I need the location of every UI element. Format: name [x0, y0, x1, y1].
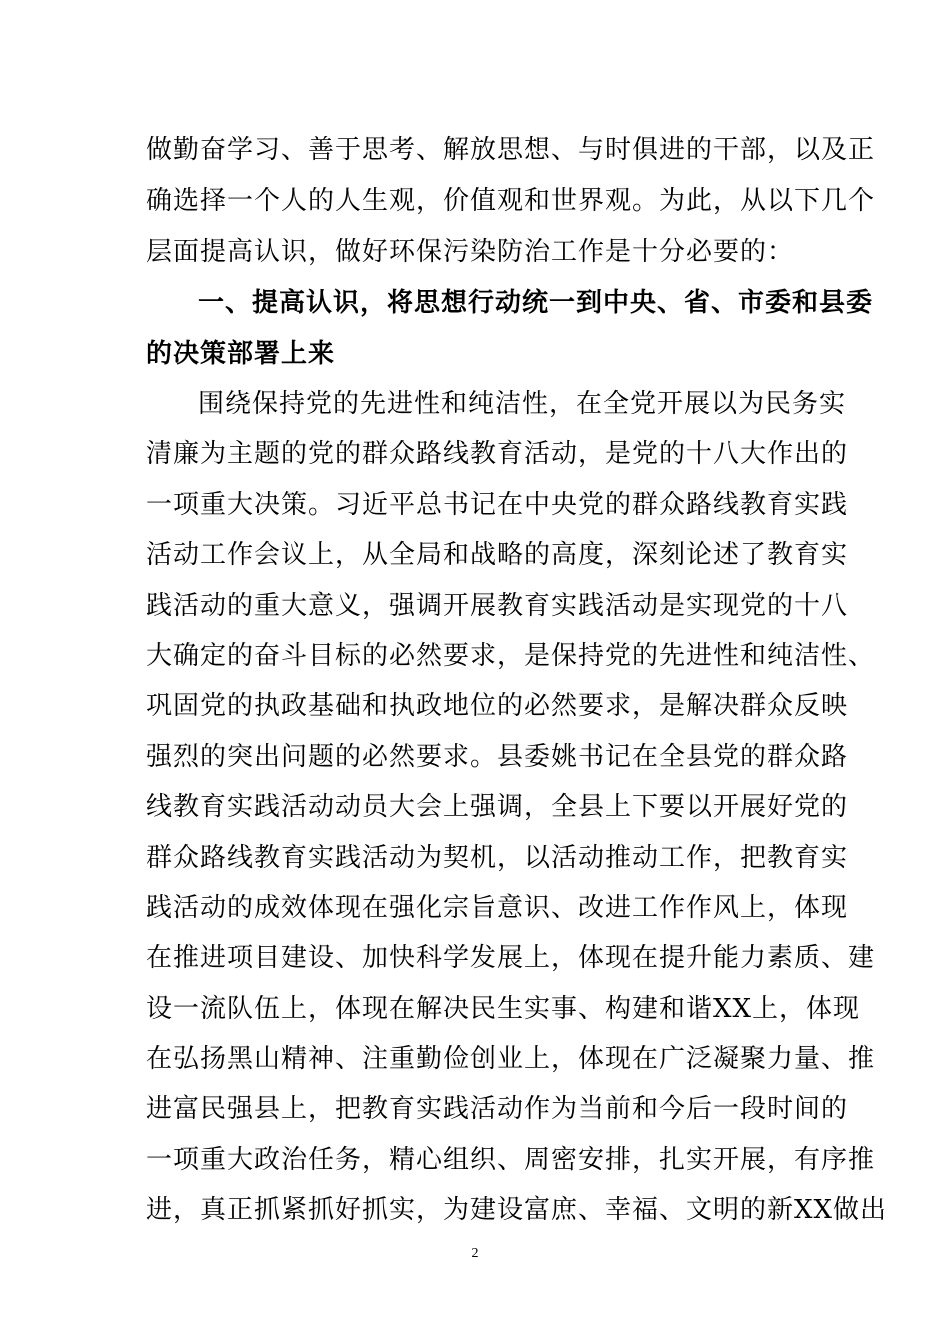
paragraph-line: 清廉为主题的党的群众路线教育活动，是党的十八大作出的 — [146, 439, 849, 469]
paragraph-line: 活动工作会议上，从全局和战略的高度，深刻论述了教育实 — [146, 540, 849, 570]
paragraph-line: 践活动的重大意义，强调开展教育实践活动是实现党的十八 — [146, 591, 849, 621]
paragraph-line: 大确定的奋斗目标的必然要求，是保持党的先进性和纯洁性、 — [146, 641, 876, 671]
paragraph-line: 设一流队伍上，体现在解决民生实事、构建和谐XX上，体现 — [146, 994, 861, 1024]
section-heading: 一、提高认识，将思想行动统一到中央、省、市委和县委 — [198, 288, 874, 318]
paragraph-line: 一项重大政治任务，精心组织、周密安排，扎实开展，有序推 — [146, 1145, 876, 1175]
paragraph-line: 巩固党的执政基础和执政地位的必然要求，是解决群众反映 — [146, 691, 849, 721]
paragraph-line: 群众路线教育实践活动为契机，以活动推动工作，把教育实 — [146, 843, 849, 873]
paragraph-line: 践活动的成效体现在强化宗旨意识、改进工作作风上，体现 — [146, 893, 849, 923]
section-heading-continued: 的决策部署上来 — [146, 339, 336, 369]
paragraph-line: 一项重大决策。习近平总书记在中央党的群众路线教育实践 — [146, 490, 849, 520]
body-line: 做勤奋学习、善于思考、解放思想、与时俱进的干部，以及正 — [146, 135, 876, 165]
paragraph-line: 进富民强县上，把教育实践活动作为当前和今后一段时间的 — [146, 1094, 849, 1124]
paragraph-line: 围绕保持党的先进性和纯洁性，在全党开展以为民务实 — [198, 389, 847, 419]
paragraph-line: 进，真正抓紧抓好抓实，为建设富庶、幸福、文明的新XX做出 — [146, 1195, 888, 1225]
page-number: 2 — [471, 1246, 479, 1261]
body-line: 层面提高认识，做好环保污染防治工作是十分必要的： — [146, 237, 795, 267]
paragraph-line: 在推进项目建设、加快科学发展上，体现在提升能力素质、建 — [146, 943, 876, 973]
body-line: 确选择一个人的人生观，价值观和世界观。为此，从以下几个 — [146, 186, 876, 216]
paragraph-line: 线教育实践活动动员大会上强调，全县上下要以开展好党的 — [146, 792, 849, 822]
paragraph-line: 强烈的突出问题的必然要求。县委姚书记在全县党的群众路 — [146, 742, 849, 772]
paragraph-line: 在弘扬黑山精神、注重勤俭创业上，体现在广泛凝聚力量、推 — [146, 1044, 876, 1074]
